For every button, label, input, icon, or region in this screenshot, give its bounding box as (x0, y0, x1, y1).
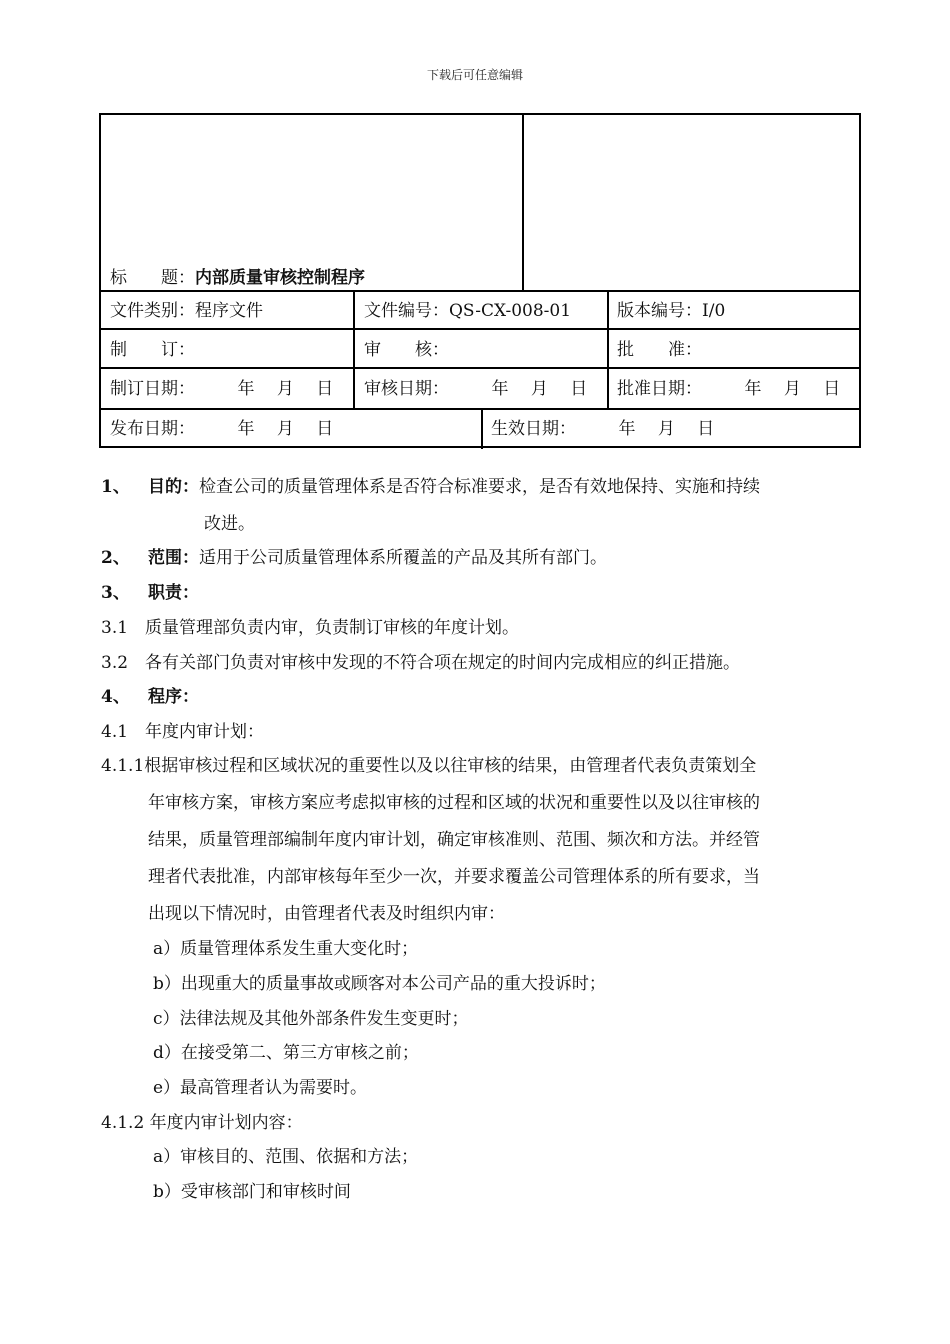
watermark-text: 下载后可任意编辑 (426, 68, 523, 82)
section-number: 4、 (101, 687, 130, 707)
list-item: a）质量管理体系发生重大变化时； (153, 939, 419, 959)
divider (101, 290, 859, 292)
section-1-text: 目的：检查公司的质量管理体系是否符合标准要求，是否有效地保持、实施和持续 (148, 477, 760, 497)
title-label: 标 题：内部质量审核控制程序 (110, 268, 365, 288)
list-item: e）最高管理者认为需要时。 (153, 1078, 368, 1098)
section-number: 2、 (101, 548, 130, 568)
section-4-heading: 程序： (148, 687, 199, 707)
approved-by: 批 准： (617, 340, 702, 360)
clause-4-1-1-line: 结果，质量管理部编制年度内审计划，确定审核准则、范围、频次和方法。并经管 (148, 830, 760, 850)
section-number: 1、 (101, 477, 130, 497)
clause-4-1-1-line: 年审核方案，审核方案应考虑拟审核的过程和区域的状况和重要性以及以往审核的 (148, 793, 760, 813)
section-2-text: 范围：适用于公司质量管理体系所覆盖的产品及其所有部门。 (148, 548, 607, 568)
clause-4-1-1-line: 出现以下情况时，由管理者代表及时组织内审： (148, 904, 505, 924)
clause-3-2: 3.2 各有关部门负责对审核中发现的不符合项在规定的时间内完成相应的纠正措施。 (101, 653, 741, 673)
divider (607, 291, 609, 409)
divider (101, 367, 859, 369)
divider (522, 115, 524, 291)
clause-4-1-1-line: 4.1.1根据审核过程和区域状况的重要性以及以往审核的结果，由管理者代表负责策划全 (101, 756, 757, 776)
drafted-by: 制 订： (110, 340, 195, 360)
draft-date: 制订日期： 年 月 日 (110, 379, 334, 399)
doc-type: 文件类别：程序文件 (110, 301, 263, 321)
clause-4-1-2: 4.1.2 年度内审计划内容： (101, 1113, 303, 1133)
version-number: 版本编号：I/0 (617, 301, 726, 321)
issue-date: 发布日期： 年 月 日 (110, 419, 334, 439)
clause-4-1: 4.1 年度内审计划： (101, 722, 265, 742)
list-item: b）出现重大的质量事故或顾客对本公司产品的重大投诉时； (153, 974, 606, 994)
reviewed-by: 审 核： (364, 340, 449, 360)
approve-date: 批准日期： 年 月 日 (617, 379, 841, 399)
doc-number: 文件编号：QS-CX-008-01 (364, 301, 572, 321)
document-header-table (99, 113, 861, 448)
list-item: d）在接受第二、第三方审核之前； (153, 1043, 419, 1063)
effective-date: 生效日期： 年 月 日 (491, 419, 715, 439)
divider (101, 408, 859, 410)
list-item: c）法律法规及其他外部条件发生变更时； (153, 1009, 469, 1029)
clause-4-1-1-line: 理者代表批准，内部审核每年至少一次，并要求覆盖公司管理体系的所有要求，当 (148, 867, 760, 887)
divider (481, 409, 483, 449)
divider (353, 291, 355, 409)
list-item: b）受审核部门和审核时间 (153, 1182, 351, 1202)
divider (101, 328, 859, 330)
document-title: 内部质量审核控制程序 (195, 268, 365, 288)
section-1-text-cont: 改进。 (204, 514, 255, 534)
review-date: 审核日期： 年 月 日 (364, 379, 588, 399)
list-item: a）审核目的、范围、依据和方法； (153, 1147, 419, 1167)
section-number: 3、 (101, 583, 130, 603)
clause-3-1: 3.1 质量管理部负责内审，负责制订审核的年度计划。 (101, 618, 520, 638)
section-3-heading: 职责： (148, 583, 199, 603)
